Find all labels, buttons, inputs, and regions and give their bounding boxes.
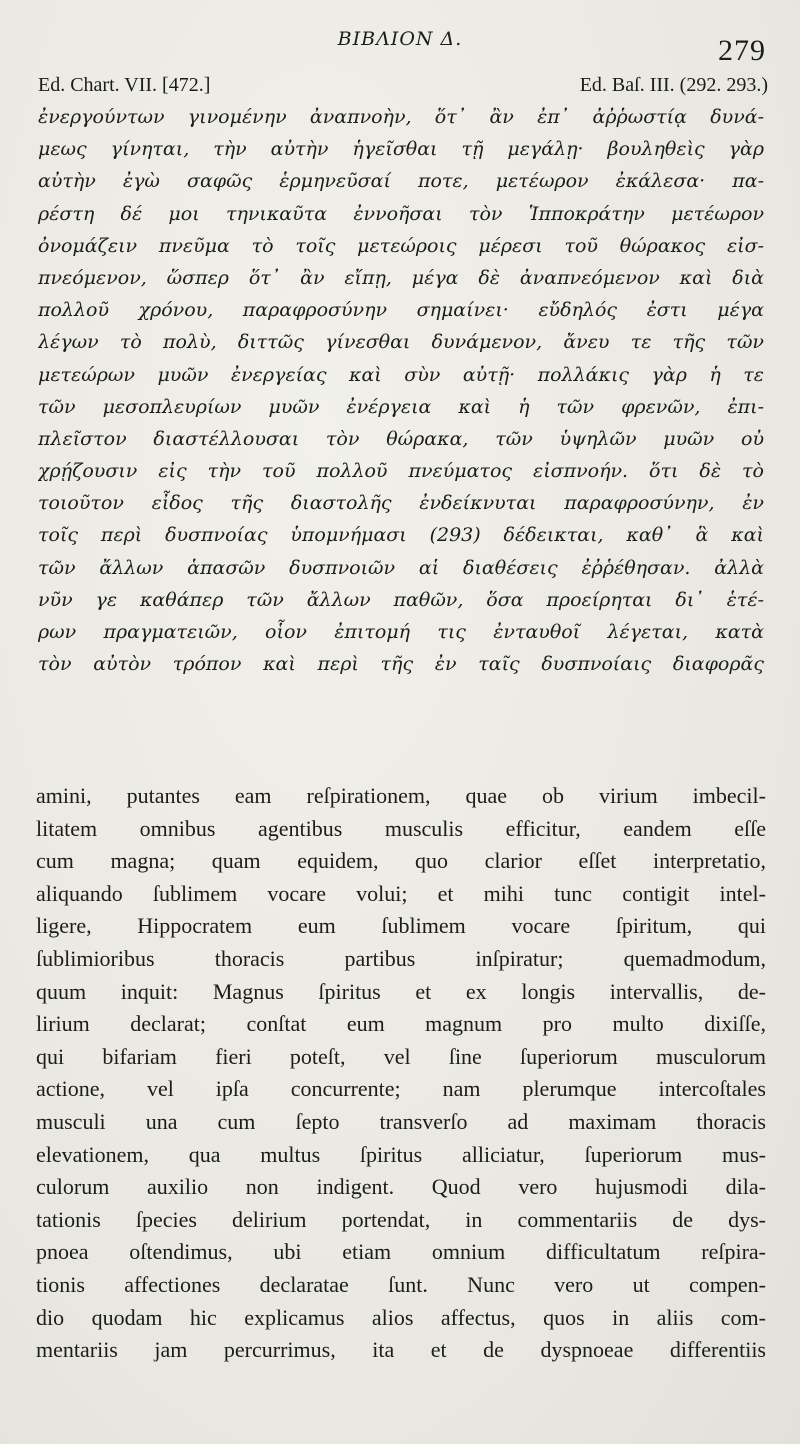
latin-line: quum inquit: Magnus ſpiritus et ex longis intervallis, de-	[36, 978, 766, 1004]
latin-line: cum magna; quam equidem, quo clarior eſſet interpretatio,	[36, 848, 766, 874]
greek-line: λέγων τὸ πολὺ, διττῶς γίνεσθαι δυνάμενον, ἄνευ τε τῆς τῶν	[38, 331, 764, 354]
greek-line: τὸν αὐτὸν τρόπον καὶ περὶ τῆς ἐν ταῖς δυσπνοίαις διαφορᾶς	[38, 653, 764, 676]
latin-line: elevationem, qua multus ſpiritus alliciatur, ſuperiorum mus-	[36, 1141, 766, 1167]
latin-line: pnoea oſtendimus, ubi etiam omnium difficultatum reſpira-	[36, 1239, 766, 1265]
greek-line: ρων πραγματειῶν, οἷον ἐπιτομή τις ἐνταυθοῖ λέγεται, κατὰ	[38, 621, 764, 643]
latin-line: tationis ſpecies delirium portendat, in commentariis de dys-	[36, 1206, 766, 1232]
greek-line: χρῄζουσιν εἰς τὴν τοῦ πολλοῦ πνεύματος εἰσπνοήν. ὅτι δὲ τὸ	[38, 460, 764, 483]
edition-right: Ed. Baſ. III. (292. 293.)	[579, 74, 768, 96]
greek-line: τοιοῦτον εἶδος τῆς διαστολῆς ἐνδείκνυται παραφροσύνην, ἐν	[38, 492, 764, 515]
latin-line: mentariis jam percurrimus, ita et de dyspnoeae differentiis	[36, 1337, 766, 1363]
greek-line: νῦν γε καθάπερ τῶν ἄλλων παθῶν, ὅσα προείρηται δι᾽ ἑτέ-	[38, 588, 764, 611]
greek-line: τῶν ἄλλων ἁπασῶν δυσπνοιῶν αἱ διαθέσεις ἐῤῥέθησαν. ἀλλὰ	[38, 556, 764, 579]
latin-line: musculi una cum ſepto transverſo ad maximam thoracis	[36, 1108, 766, 1134]
latin-line: amini, putantes eam reſpirationem, quae ob virium imbecil-	[36, 783, 766, 808]
latin-line: dio quodam hic explicamus alios affectus, quos in aliis com-	[36, 1304, 766, 1330]
greek-line: ὀνομάζειν πνεῦμα τὸ τοῖς μετεώροις μέρεσι τοῦ θώρακος εἰσ-	[38, 234, 764, 257]
greek-line: τῶν μεσοπλευρίων μυῶν ἐνέργεια καὶ ἡ τῶν φρενῶν, ἐπι-	[38, 395, 764, 418]
greek-line: τοῖς περὶ δυσπνοίας ὑπομνήμασι (293) δέδεικται, καθ᾽ ἃ καὶ	[38, 524, 764, 547]
edition-reference-line	[38, 74, 768, 97]
latin-text-block	[36, 780, 766, 1367]
latin-line: actione, vel ipſa concurrente; nam plerumque intercoſtales	[36, 1076, 766, 1102]
edition-left: Ed. Chart. VII. [472.]	[38, 74, 211, 96]
greek-line: μεως γίνηται, τὴν αὐτὴν ἡγεῖσθαι τῇ μεγάλῃ· βουληθεὶς γὰρ	[38, 138, 764, 161]
latin-line: qui bifariam fieri poteſt, vel ſine ſuperiorum musculorum	[36, 1043, 766, 1069]
latin-line: ligere, Hippocratem eum ſublimem vocare ſpiritum, qui	[36, 913, 766, 939]
latin-line: culorum auxilio non indigent. Quod vero hujusmodi dila-	[36, 1174, 766, 1200]
greek-text-block	[38, 101, 764, 680]
greek-line: πλεῖστον διαστέλλουσαι τὸν θώρακα, τῶν ὑψηλῶν μυῶν οὐ	[38, 427, 764, 450]
latin-line: aliquando ſublimem vocare volui; et mihi tunc contigit intel-	[36, 880, 766, 906]
latin-line: ſublimioribus thoracis partibus inſpiratur; quemadmodum,	[36, 945, 766, 971]
greek-line: μετεώρων μυῶν ἐνεργείας καὶ σὺν αὐτῇ· πολλάκις γὰρ ἡ τε	[38, 363, 764, 386]
greek-line: ρέστη δέ μοι τηνικαῦτα ἐννοῆσαι τὸν Ἱπποκράτην μετέωρον	[38, 202, 764, 225]
page-number: 279	[718, 34, 766, 67]
latin-line: lirium declarat; conſtat eum magnum pro multo dixiſſe,	[36, 1011, 766, 1037]
greek-line: αὐτὴν ἐγὼ σαφῶς ἑρμηνεῦσαί ποτε, μετέωρον ἐκάλεσα· πα-	[38, 170, 764, 193]
greek-line: πολλοῦ χρόνου, παραφροσύνην σημαίνει· εὔδηλός ἐστι μέγα	[38, 299, 764, 322]
latin-line: litatem omnibus agentibus musculis efficitur, eandem eſſe	[36, 815, 766, 841]
greek-line: πνεόμενον, ὥσπερ ὅτ᾽ ἂν εἴπῃ, μέγα δὲ ἀναπνεόμενον καὶ διὰ	[38, 266, 764, 289]
latin-line: tionis affectiones declaratae ſunt. Nunc vero ut compen-	[36, 1271, 766, 1297]
greek-line: ἐνεργούντων γινομένην ἀναπνοὴν, ὅτ᾽ ἂν ἐπ᾽ ἀῤῥωστίᾳ δυνά-	[38, 106, 764, 128]
running-title: ΒΙΒΛΙΟΝ Δ.	[337, 28, 463, 50]
